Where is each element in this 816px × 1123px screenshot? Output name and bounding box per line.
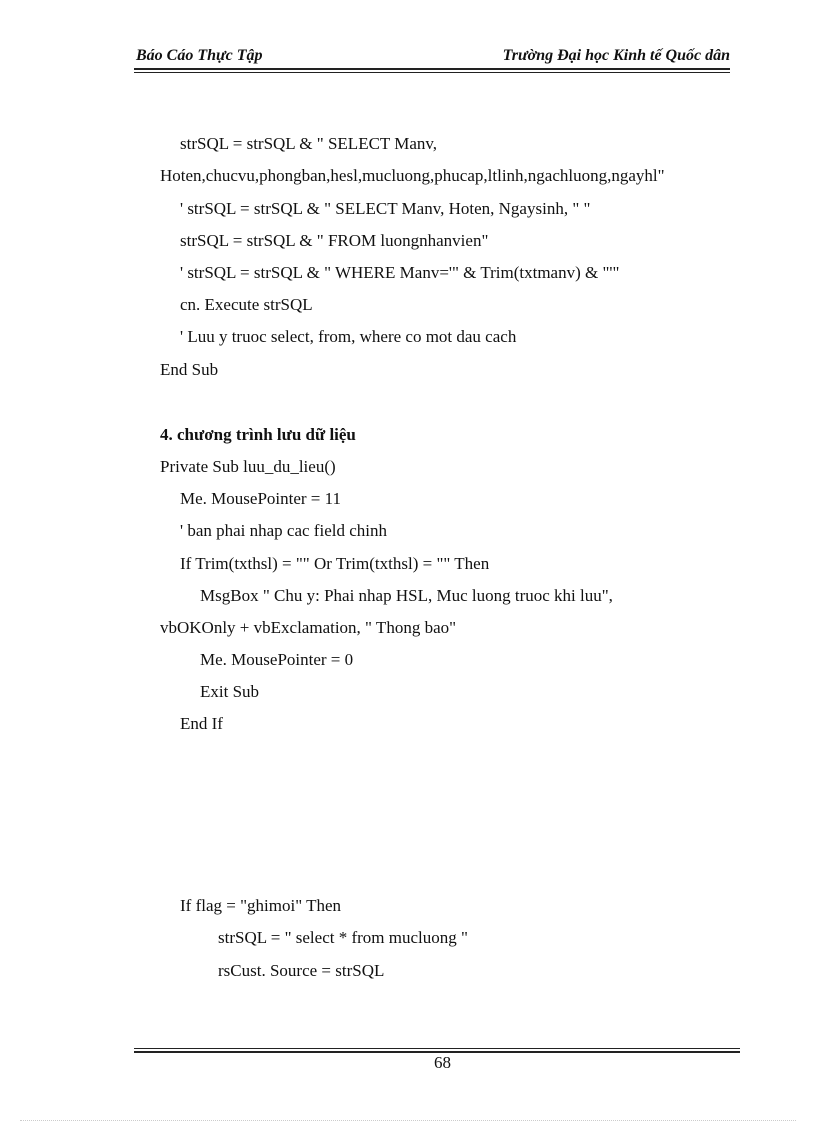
code-line: strSQL = strSQL & " SELECT Manv, xyxy=(180,134,438,153)
footer-rule-thin xyxy=(134,1048,740,1049)
code-line: If Trim(txthsl) = "" Or Trim(txthsl) = "" Then xyxy=(180,554,490,573)
code-line: Me. MousePointer = 11 xyxy=(180,489,342,508)
code-line: strSQL = " select * from mucluong " xyxy=(218,928,468,947)
header-right-title: Trường Đại học Kinh tế Quốc dân xyxy=(502,47,730,64)
code-line: ' strSQL = strSQL & " WHERE Manv='" & Trim(txtmanv) & "'" xyxy=(180,263,620,282)
code-line: End Sub xyxy=(160,360,219,379)
page-bottom-border xyxy=(20,1120,796,1121)
code-line: vbOKOnly + vbExclamation, " Thong bao" xyxy=(160,618,457,637)
page-number: 68 xyxy=(434,1053,451,1072)
code-line: If flag = "ghimoi" Then xyxy=(180,896,342,915)
code-line: ' ban phai nhap cac field chinh xyxy=(180,521,387,540)
code-line: cn. Execute strSQL xyxy=(180,295,313,314)
section-heading: 4. chương trình lưu dữ liệu xyxy=(160,425,356,444)
code-line: Hoten,chucvu,phongban,hesl,mucluong,phucap,ltlinh,ngachluong,ngayhl" xyxy=(160,166,665,185)
code-line: ' strSQL = strSQL & " SELECT Manv, Hoten, Ngaysinh, " " xyxy=(180,199,591,218)
header-left-title: Báo Cáo Thực Tập xyxy=(136,47,263,64)
code-line: Private Sub luu_du_lieu() xyxy=(160,457,336,476)
code-line: strSQL = strSQL & " FROM luongnhanvien" xyxy=(180,231,489,250)
code-line: Me. MousePointer = 0 xyxy=(200,650,354,669)
code-line: End If xyxy=(180,714,223,733)
code-line: MsgBox " Chu y: Phai nhap HSL, Muc luong truoc khi luu", xyxy=(200,586,613,605)
code-line: ' Luu y truoc select, from, where co mot dau cach xyxy=(180,327,517,346)
code-line: Exit Sub xyxy=(200,682,260,701)
code-line: rsCust. Source = strSQL xyxy=(218,961,385,980)
